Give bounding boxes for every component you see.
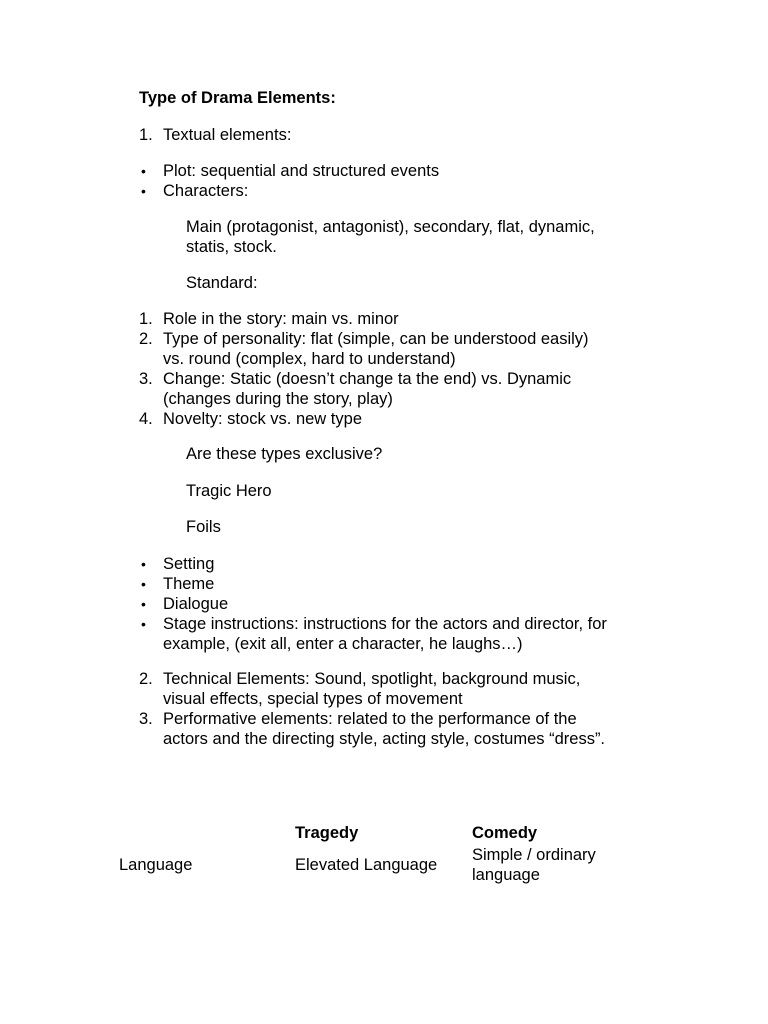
question-text: Are these types exclusive? xyxy=(186,445,383,463)
bullet-marker: • xyxy=(141,576,146,592)
list-item-text-line-1: Stage instructions: instructions for the actors and director, for xyxy=(163,615,607,633)
list-item-text-line-1: Technical Elements: Sound, spotlight, background music, xyxy=(163,670,581,688)
list-item xyxy=(139,329,589,369)
foils-text: Foils xyxy=(186,518,221,536)
list-item xyxy=(139,574,607,594)
table-header-tragedy: Tragedy xyxy=(295,824,359,842)
tragic-hero-text: Tragic Hero xyxy=(186,482,272,500)
list-item-text: Plot: sequential and structured events xyxy=(163,162,440,180)
list-item xyxy=(139,594,607,614)
list-item-text: Novelty: stock vs. new type xyxy=(163,410,362,428)
list-item xyxy=(139,709,605,749)
list-item-text-line-1: Change: Static (doesn’t change ta the end) vs. Dynamic xyxy=(163,370,572,388)
table-cell-comedy-line-1: Simple / ordinary xyxy=(472,846,596,864)
bullet-list-textual xyxy=(139,161,439,201)
list-number: 2. xyxy=(139,330,153,348)
list-item xyxy=(139,554,607,574)
list-number: 1. xyxy=(139,310,153,328)
list-item-text: Characters: xyxy=(163,182,249,200)
list-item-text-line-2: example, (exit all, enter a character, he laughs…) xyxy=(163,635,523,653)
list-item-text: Role in the story: main vs. minor xyxy=(163,310,399,328)
bullet-list-elements xyxy=(139,554,607,654)
list-item-text-line-1: Performative elements: related to the performance of the xyxy=(163,710,577,728)
list-item-text: Setting xyxy=(163,555,215,573)
list-item-text-line-1: Type of personality: flat (simple, can be understood easily) xyxy=(163,330,589,348)
section-1-label: Textual elements: xyxy=(163,126,292,144)
list-number: 3. xyxy=(139,710,153,728)
bullet-marker: • xyxy=(141,163,146,179)
list-number: 3. xyxy=(139,370,153,388)
characters-description-line-1: Main (protagonist, antagonist), secondary, flat, dynamic, xyxy=(186,218,595,236)
characters-description-line-2: statis, stock. xyxy=(186,238,277,256)
list-item xyxy=(139,409,589,429)
doc-title: Type of Drama Elements: xyxy=(139,89,336,107)
bullet-marker: • xyxy=(141,556,146,572)
table-row-label: Language xyxy=(119,856,193,874)
standard-heading: Standard: xyxy=(186,274,258,292)
list-number: 2. xyxy=(139,670,153,688)
list-item xyxy=(139,369,589,409)
list-item xyxy=(139,309,589,329)
table-cell-tragedy: Elevated Language xyxy=(295,856,438,874)
bullet-marker: • xyxy=(141,616,146,632)
list-item xyxy=(139,669,605,709)
bullet-marker: • xyxy=(141,596,146,612)
list-item xyxy=(139,614,607,654)
list-item xyxy=(139,181,439,201)
list-item-text-line-2: vs. round (complex, hard to understand) xyxy=(163,350,456,368)
list-item-text: Theme xyxy=(163,575,215,593)
list-item-text-line-2: (changes during the story, play) xyxy=(163,390,393,408)
bullet-marker: • xyxy=(141,183,146,199)
list-item-text-line-2: actors and the directing style, acting style, costumes “dress”. xyxy=(163,730,606,748)
list-item-text-line-2: visual effects, special types of movement xyxy=(163,690,463,708)
table-header-comedy: Comedy xyxy=(472,824,538,842)
list-item xyxy=(139,161,439,181)
list-item-text: Dialogue xyxy=(163,595,229,613)
list-number: 4. xyxy=(139,410,153,428)
table-cell-comedy-line-2: language xyxy=(472,866,540,884)
standards-list xyxy=(139,309,589,429)
section-1-number: 1. xyxy=(139,126,153,144)
sections-list xyxy=(139,669,605,749)
